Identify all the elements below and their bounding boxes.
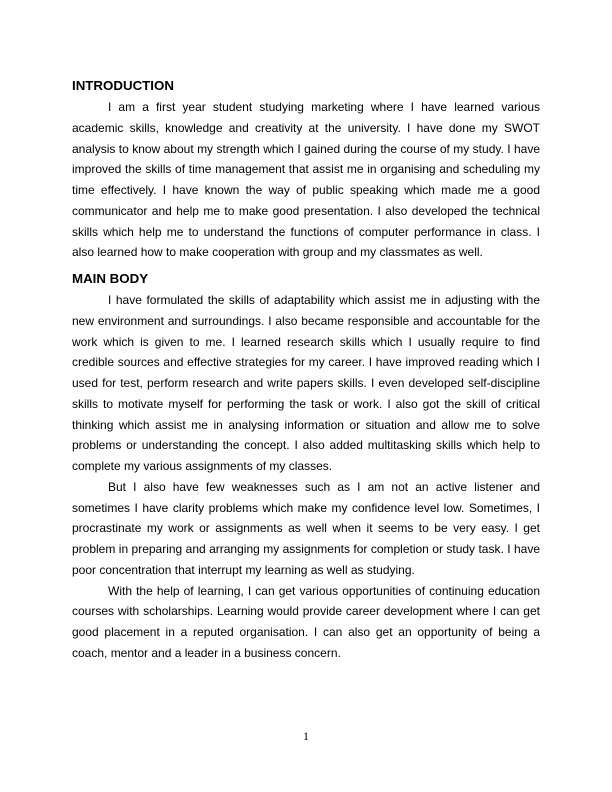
section-heading-main-body: MAIN BODY [72,271,149,286]
page-number: 1 [303,729,309,743]
introduction-paragraph: I am a first year student studying marketing where I have learned various academic skills, knowledge and creativity at the university. I have done my SWOT analysis to know about my strength which I gained during the course of my study. I have improved the skills of time management that assist me in organising and scheduling my time effectively. I have known the way of public speaking which made me a good communicator and help me to make good presentation. I also developed the technical skills which help me to understand the functions of computer performance in class. I also learned how to make cooperation with group and my classmates as well. [72,100,540,260]
page-content [72,77,540,664]
section-heading-introduction: INTRODUCTION [72,78,174,93]
main-body-paragraph-weaknesses: But I also have few weaknesses such as I am not an active listener and sometimes I have clarity problems which make my confidence level low. Sometimes, I procrastinate my work or assignments as well when it seems to be very easy. I get problem in preparing and arranging my assignments for completion or study task. I have poor concentration that interrupt my learning as well as studying. [72,479,540,577]
main-body-paragraph-opportunities: With the help of learning, I can get various opportunities of continuing education courses with scholarships. Learning would provide career development where I can get good placement in a reputed organisation. I can also get an opportunity of being a coach, mentor and a leader in a business concern. [72,583,540,660]
main-body-paragraph-strengths: I have formulated the skills of adaptability which assist me in adjusting with the new environment and surroundings. I also became responsible and accountable for the work which is given to me. I learned research skills which I usually require to find credible sources and effective strategies for my career. I have improved reading which I used for test, perform research and write papers skills. I even developed self-discipline skills to motivate myself for performing the task or work. I also got the skill of critical thinking which assist me in analysing information or situation and allow me to solve problems or understanding the concept. I also added multitasking skills which help to complete my various assignments of my classes. [72,293,540,473]
